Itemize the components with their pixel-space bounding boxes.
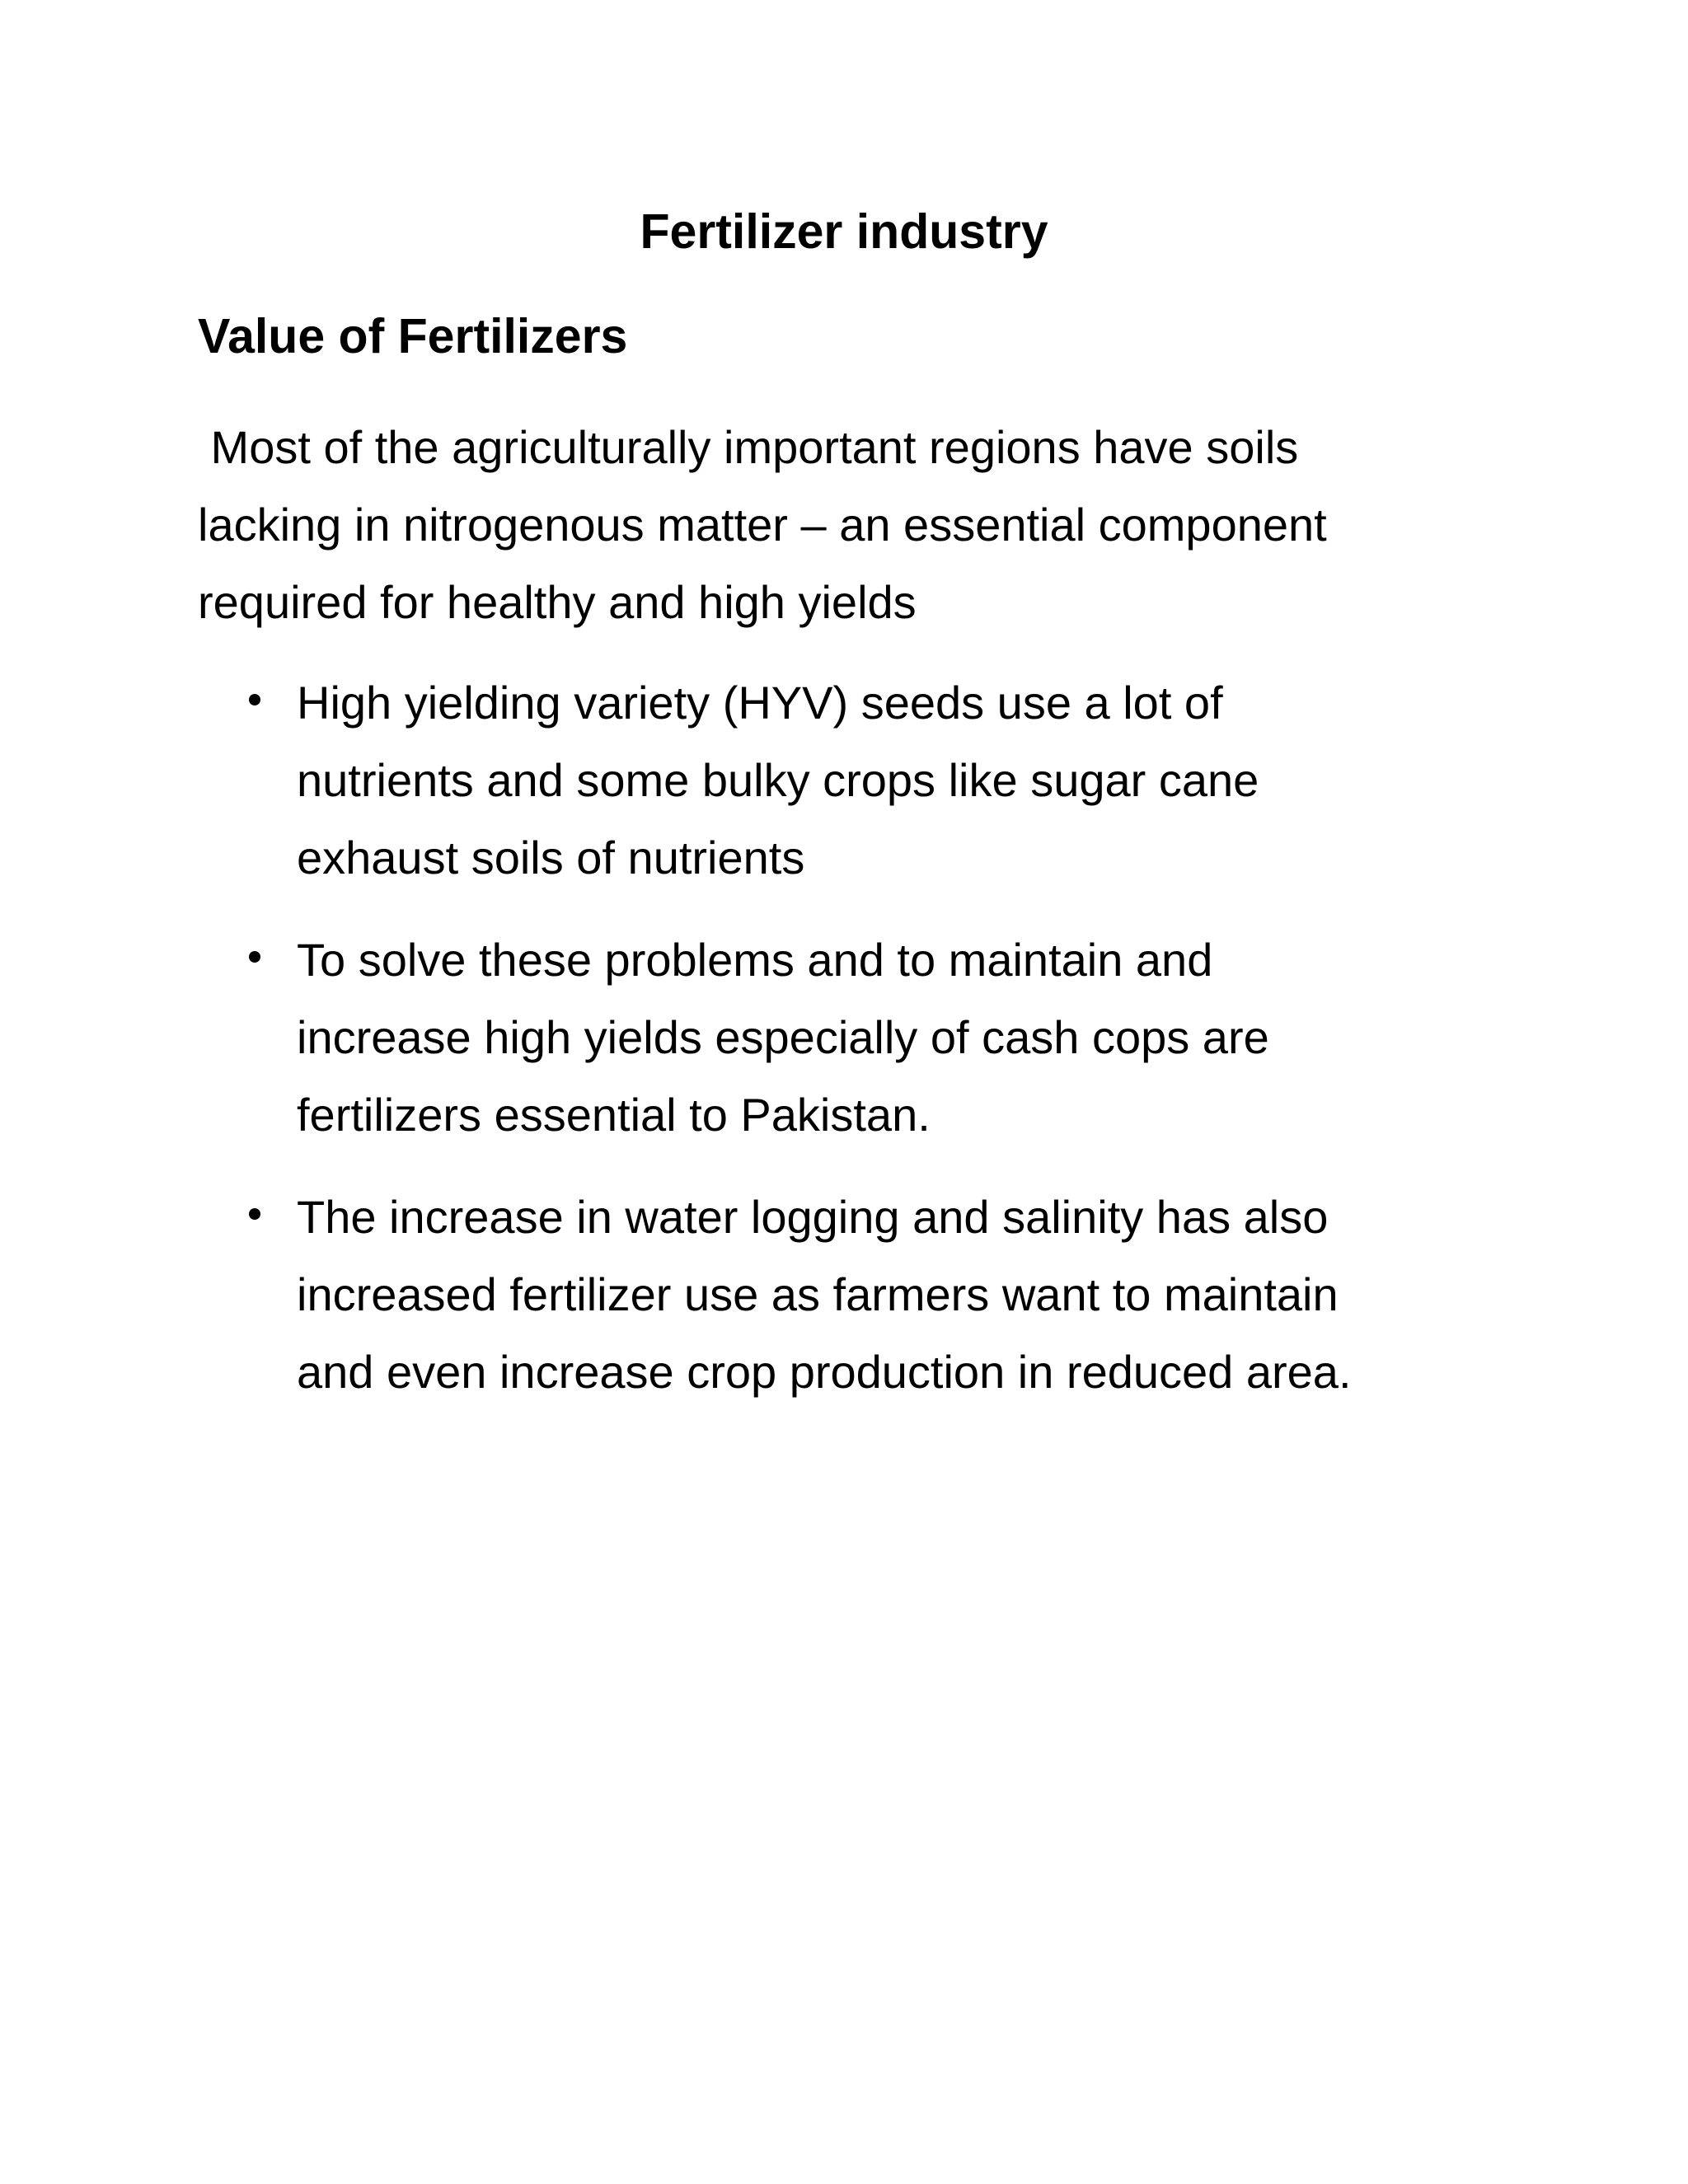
bullet-item: [198, 921, 1550, 1154]
bullet-line: fertilizers essential to Pakistan.: [297, 1089, 931, 1141]
bullet-line: increased fertilizer use as farmers want to maintain: [297, 1268, 1339, 1320]
bullet-line: and even increase crop production in reduced area.: [297, 1346, 1352, 1398]
bullet-icon: [249, 694, 260, 705]
bullet-icon: [249, 951, 260, 963]
intro-paragraph: [198, 409, 1550, 641]
intro-line: required for healthy and high yields: [198, 576, 917, 628]
bullet-item: [198, 664, 1550, 897]
bullet-line: nutrients and some bulky crops like sugar cane: [297, 754, 1259, 806]
bullet-line: exhaust soils of nutrients: [297, 832, 805, 883]
bullet-icon: [249, 1208, 260, 1220]
intro-line: lacking in nitrogenous matter – an essential component: [198, 499, 1327, 551]
bullet-line: High yielding variety (HYV) seeds use a lot of: [297, 677, 1223, 729]
bullet-line: increase high yields especially of cash cops are: [297, 1011, 1269, 1063]
intro-line: Most of the agriculturally important regions have soils: [198, 421, 1299, 473]
bullet-line: The increase in water logging and salinity has also: [297, 1191, 1329, 1243]
bullet-line: To solve these problems and to maintain and: [297, 934, 1213, 986]
bullet-item: [198, 1179, 1550, 1411]
document-title: Fertilizer industry: [640, 204, 1048, 259]
section-heading: Value of Fertilizers: [198, 309, 628, 363]
bullet-list: [198, 664, 1550, 1436]
